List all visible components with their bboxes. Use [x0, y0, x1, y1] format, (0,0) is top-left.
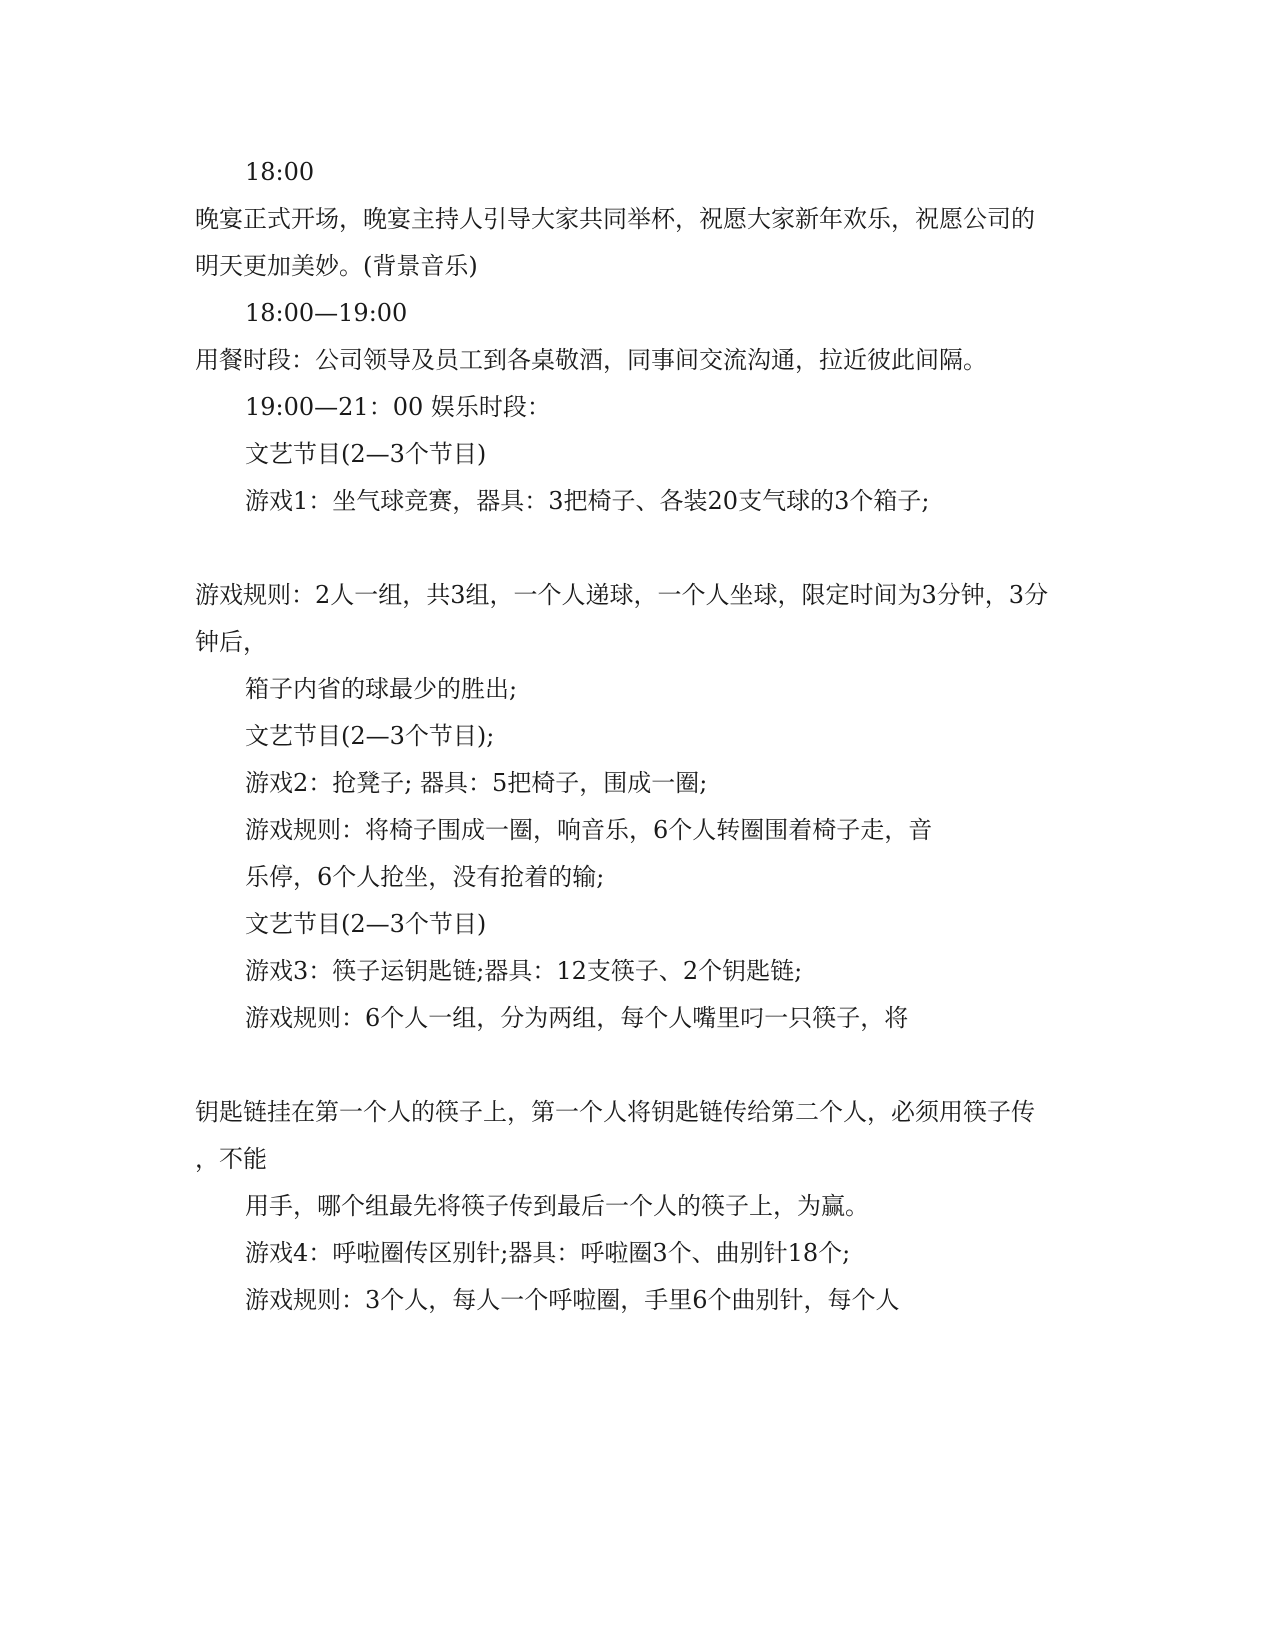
paragraph-line: 钟后，: [195, 628, 267, 656]
paragraph-line: 明天更加美妙。(背景音乐): [195, 252, 478, 280]
program-item: 文艺节目(2—3个节目);: [245, 722, 495, 750]
time-18-00: 18:00: [245, 158, 315, 186]
time-18-00-19-00: 18:00—19:00: [245, 299, 408, 327]
paragraph-line: 钥匙链挂在第一个人的筷子上，第一个人将钥匙链传给第二个人，必须用筷子传: [195, 1098, 1035, 1126]
game-3-title: 游戏3：筷子运钥匙链;器具：12支筷子、2个钥匙链;: [245, 957, 803, 985]
program-item: 文艺节目(2—3个节目): [245, 440, 487, 468]
paragraph-line: 乐停，6个人抢坐，没有抢着的输;: [245, 863, 605, 891]
paragraph-line: 箱子内省的球最少的胜出;: [245, 675, 518, 703]
time-19-00-21-00: 19:00—21：00 娱乐时段：: [245, 393, 551, 421]
game-2-rules: 游戏规则：将椅子围成一圈，响音乐，6个人转圈围着椅子走，音: [245, 816, 933, 844]
paragraph-line: 用餐时段：公司领导及员工到各桌敬酒，同事间交流沟通，拉近彼此间隔。: [195, 346, 987, 374]
game-1-title: 游戏1：坐气球竞赛，器具：3把椅子、各装20支气球的3个箱子;: [245, 487, 930, 515]
paragraph-line: ，不能: [195, 1145, 267, 1173]
game-2-title: 游戏2：抢凳子; 器具：5把椅子，围成一圈;: [245, 769, 708, 797]
program-item: 文艺节目(2—3个节目): [245, 910, 487, 938]
game-4-rules: 游戏规则：3个人，每人一个呼啦圈，手里6个曲别针，每个人: [245, 1286, 900, 1314]
paragraph-line: 晚宴正式开场，晚宴主持人引导大家共同举杯，祝愿大家新年欢乐，祝愿公司的: [195, 205, 1035, 233]
game-3-rules: 游戏规则：6个人一组，分为两组，每个人嘴里叼一只筷子，将: [245, 1004, 909, 1032]
game-4-title: 游戏4：呼啦圈传区别针;器具：呼啦圈3个、曲别针18个;: [245, 1239, 851, 1267]
game-1-rules: 游戏规则：2人一组，共3组，一个人递球，一个人坐球，限定时间为3分钟，3分: [195, 581, 1049, 609]
paragraph-line: 用手，哪个组最先将筷子传到最后一个人的筷子上，为赢。: [245, 1192, 869, 1220]
